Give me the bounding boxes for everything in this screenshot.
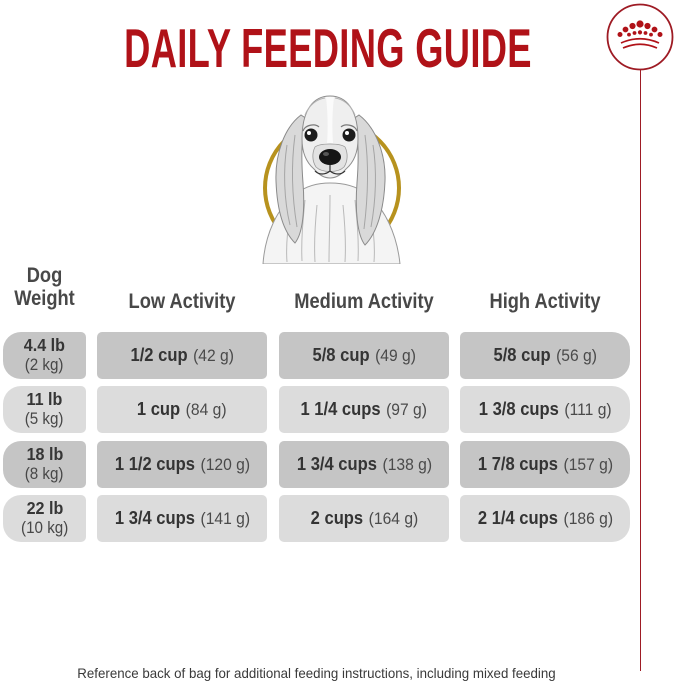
gram-amount: (49 g) [374, 346, 416, 365]
cup-amount: 1 7/8 cups [477, 454, 558, 474]
page-title: DAILY FEEDING GUIDE [124, 17, 532, 79]
weight-kg: (10 kg) [20, 518, 69, 537]
weight-lb: 22 lb [26, 498, 63, 518]
cup-amount: 2 1/4 cups [477, 508, 558, 528]
feeding-cell [279, 386, 449, 433]
gram-amount: (164 g) [368, 509, 418, 528]
feeding-cell [279, 495, 449, 542]
cup-amount: 1 3/8 cups [478, 399, 559, 419]
weight-cell [3, 386, 86, 433]
gram-amount: (138 g) [382, 455, 432, 474]
cup-amount: 5/8 cup [312, 345, 370, 365]
feeding-cell [460, 495, 630, 542]
cup-amount: 1 3/4 cups [296, 454, 377, 474]
dachshund-illustration [245, 85, 425, 270]
feeding-cell [97, 495, 267, 542]
cup-amount: 2 cups [310, 508, 363, 528]
gram-amount: (111 g) [564, 400, 612, 419]
weight-lb: 4.4 lb [23, 335, 66, 355]
gram-amount: (186 g) [563, 509, 613, 528]
gram-amount: (42 g) [192, 346, 234, 365]
column-header-medium-activity: Medium Activity [294, 290, 434, 313]
weight-kg: (8 kg) [25, 464, 64, 483]
weight-lb: 11 lb [26, 389, 63, 409]
cup-amount: 1/2 cup [130, 345, 188, 365]
weight-cell [3, 332, 86, 379]
footer-note: Reference back of bag for additional feeding instructions, including mixed feeding [77, 665, 556, 681]
gram-amount: (157 g) [563, 455, 613, 474]
gram-amount: (120 g) [200, 455, 250, 474]
cup-amount: 1 3/4 cups [114, 508, 195, 528]
gram-amount: (84 g) [185, 400, 227, 419]
cup-amount: 5/8 cup [493, 345, 551, 365]
weight-lb: 18 lb [26, 444, 63, 464]
weight-kg: (5 kg) [25, 409, 64, 428]
cup-amount: 1 1/2 cups [114, 454, 195, 474]
feeding-cell [460, 441, 630, 488]
royal-canin-crown-icon [603, 0, 677, 74]
weight-cell [3, 441, 86, 488]
column-header-dog-weight [8, 265, 80, 310]
feeding-cell [460, 386, 630, 433]
gram-amount: (141 g) [200, 509, 250, 528]
cup-amount: 1 cup [137, 399, 181, 419]
feeding-cell [279, 332, 449, 379]
gram-amount: (97 g) [386, 400, 428, 419]
feeding-cell [97, 386, 267, 433]
feeding-cell [279, 441, 449, 488]
vertical-rule [640, 69, 642, 671]
dog-weight-line2: Weight [14, 286, 75, 310]
column-header-high-activity: High Activity [489, 290, 601, 313]
cup-amount: 1 1/4 cups [300, 399, 381, 419]
weight-kg: (2 kg) [25, 355, 64, 374]
column-header-low-activity: Low Activity [128, 290, 236, 313]
weight-cell [3, 495, 86, 542]
feeding-cell [97, 441, 267, 488]
gram-amount: (56 g) [555, 346, 597, 365]
feeding-cell [460, 332, 630, 379]
dog-weight-line1: Dog [26, 264, 63, 287]
feeding-cell [97, 332, 267, 379]
